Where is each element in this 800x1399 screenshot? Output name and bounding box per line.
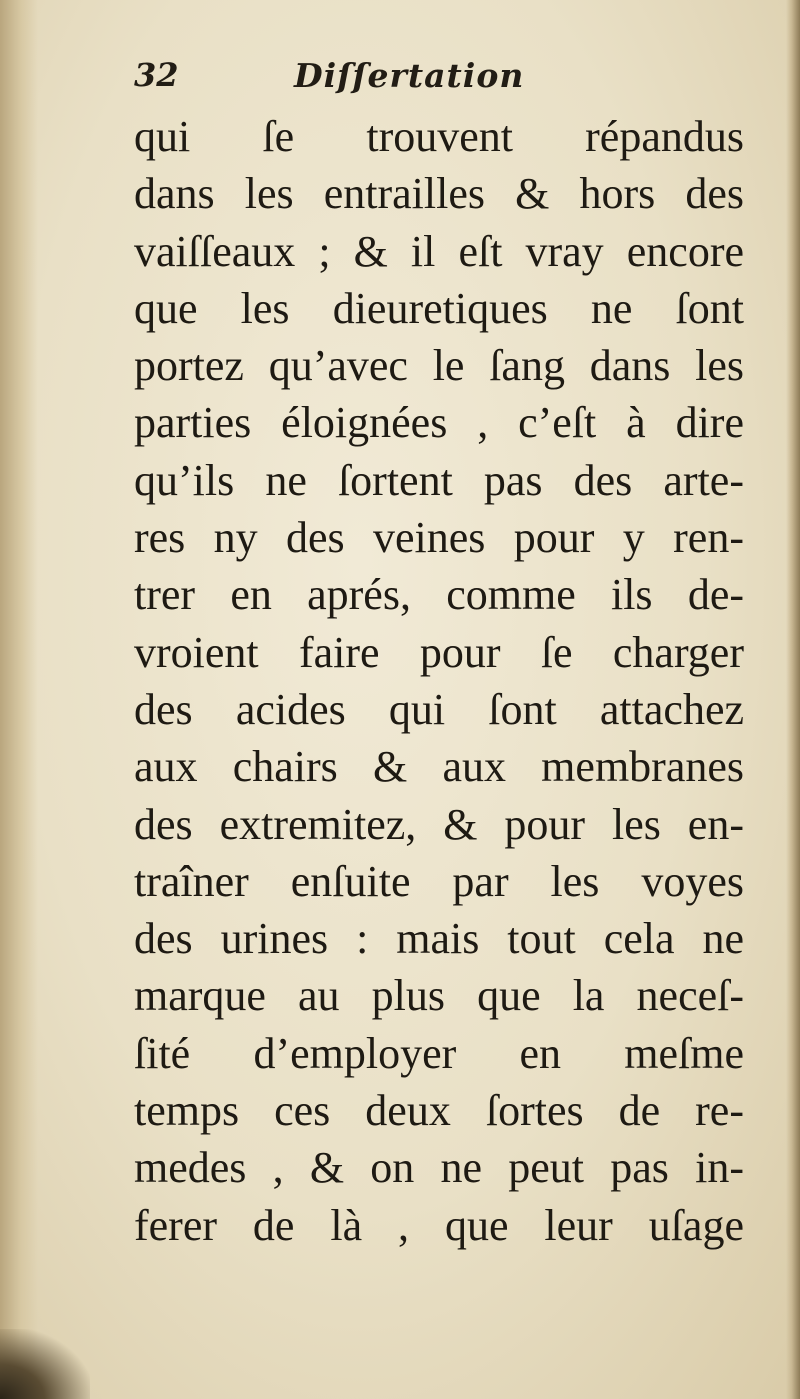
text-line: res ny des veines pour y ren- xyxy=(134,513,744,563)
binding-shadow xyxy=(0,0,38,1399)
text-line: ſité d’employer en meſme xyxy=(134,1028,744,1078)
text-line: vaiſſeaux ; & il eſt vray encore xyxy=(134,226,744,276)
text-line: des extremitez, & pour les en- xyxy=(134,799,744,849)
text-line: parties éloignées , c’eſt à dire xyxy=(134,398,744,448)
text-line: vroient faire pour ſe charger xyxy=(134,627,744,677)
text-line: des acides qui ſont attachez xyxy=(134,684,744,734)
text-line: ferer de là , que leur uſage xyxy=(134,1200,744,1250)
text-line: trer en aprés, comme ils de- xyxy=(134,570,744,620)
page-number: 32 xyxy=(134,56,179,94)
text-line: medes , & on ne peut pas in- xyxy=(134,1143,744,1193)
text-line: aux chairs & aux membranes xyxy=(134,742,744,792)
text-line: temps ces deux ſortes de re- xyxy=(134,1086,744,1136)
text-line: dans les entrailles & hors des xyxy=(134,169,744,219)
text-line: portez qu’avec le ſang dans les xyxy=(134,341,744,391)
page-edge xyxy=(786,0,800,1399)
body-text xyxy=(134,108,744,1254)
running-head xyxy=(134,48,694,108)
text-line: qui ſe trouvent répandus xyxy=(134,112,744,161)
corner-stain xyxy=(0,1329,90,1399)
running-title: Diſſertation xyxy=(294,56,525,95)
text-line: traîner enſuite par les voyes xyxy=(134,856,744,906)
text-line: des urines : mais tout cela ne xyxy=(134,914,744,964)
text-line: qu’ils ne ſortent pas des arte- xyxy=(134,455,744,505)
text-line: marque au plus que la neceſ- xyxy=(134,971,744,1021)
text-line: que les dieuretiques ne ſont xyxy=(134,283,744,333)
